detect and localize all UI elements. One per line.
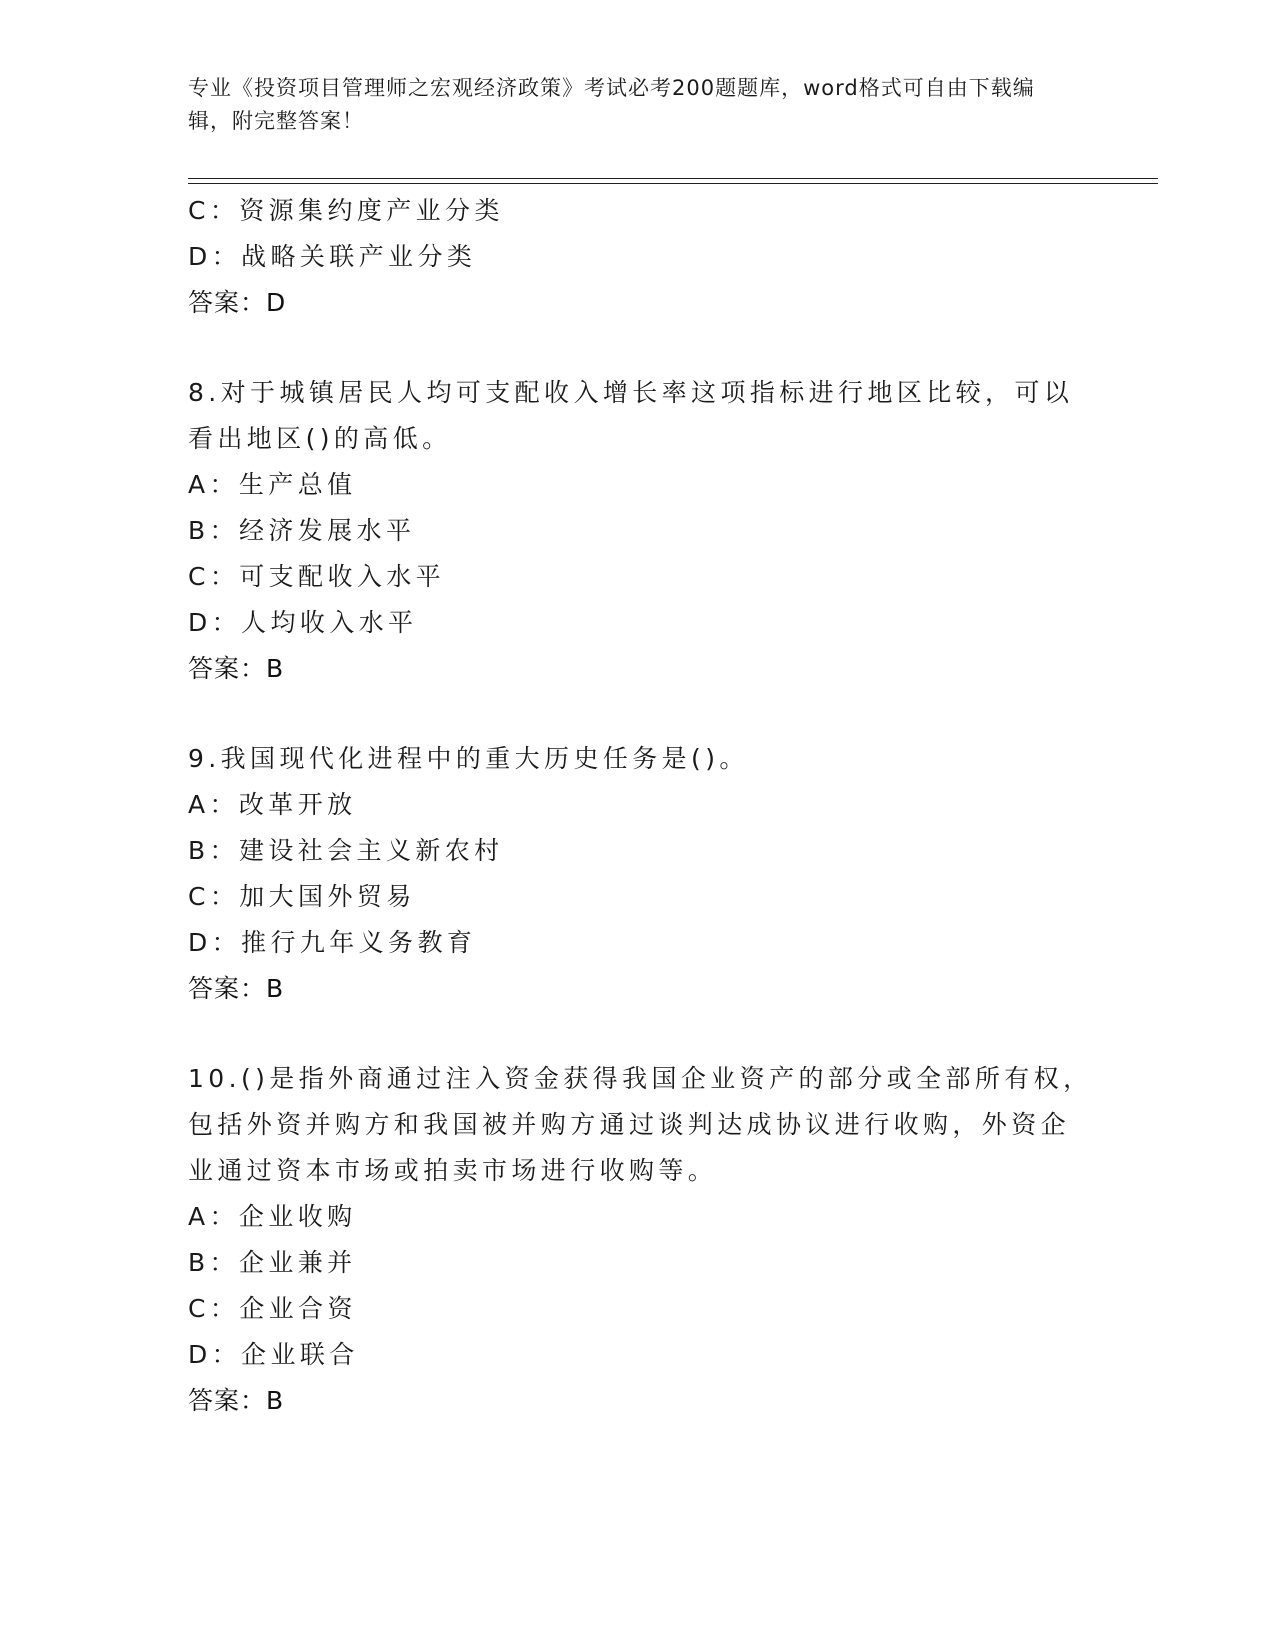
option-a: A：企业收购 xyxy=(188,1202,357,1231)
option-c: C：资源集约度产业分类 xyxy=(188,196,504,225)
answer-label: 答案：B xyxy=(188,1386,285,1415)
option-d: D：战略关联产业分类 xyxy=(188,242,477,271)
option-d: D：人均收入水平 xyxy=(188,608,418,637)
question-8 xyxy=(188,370,1088,692)
header-divider-top xyxy=(188,178,1158,179)
option-b: B：建设社会主义新农村 xyxy=(188,836,504,865)
option-c: C：可支配收入水平 xyxy=(188,562,446,591)
option-b: B：企业兼并 xyxy=(188,1248,357,1277)
question-stem-line: 9.我国现代化进程中的重大历史任务是()。 xyxy=(188,744,749,773)
question-stem-line: 包括外资并购方和我国被并购方通过谈判达成协议进行收购，外资企 xyxy=(188,1110,1071,1139)
option-a: A：改革开放 xyxy=(188,790,357,819)
question-10 xyxy=(188,1056,1093,1424)
answer-label: 答案：D xyxy=(188,288,287,317)
option-d: D：推行九年义务教育 xyxy=(188,928,477,957)
option-c: C：企业合资 xyxy=(188,1294,357,1323)
question-stem-line: 8.对于城镇居民人均可支配收入增长率这项指标进行地区比较，可以 xyxy=(188,378,1074,407)
spacer xyxy=(188,692,1088,736)
spacer xyxy=(188,1012,1088,1056)
question-stem-line: 看出地区()的高低。 xyxy=(188,424,452,453)
option-d: D：企业联合 xyxy=(188,1340,359,1369)
question-stem-line: 10.()是指外商通过注入资金获得我国企业资产的部分或全部所有权， xyxy=(188,1064,1093,1093)
option-a: A：生产总值 xyxy=(188,470,357,499)
question-content xyxy=(188,188,1093,1424)
continued-question xyxy=(188,188,1088,326)
answer-label: 答案：B xyxy=(188,974,285,1003)
answer-label: 答案：B xyxy=(188,654,285,683)
question-stem-line: 业通过资本市场或拍卖市场进行收购等。 xyxy=(188,1156,718,1185)
spacer xyxy=(188,326,1088,370)
header-divider-bottom xyxy=(188,183,1158,184)
option-b: B：经济发展水平 xyxy=(188,516,416,545)
option-c: C：加大国外贸易 xyxy=(188,882,416,911)
question-9 xyxy=(188,736,1088,1012)
document-header: 专业《投资项目管理师之宏观经济政策》考试必考200题题库，word格式可自由下载编辑，附完整答案！ xyxy=(188,76,1035,133)
